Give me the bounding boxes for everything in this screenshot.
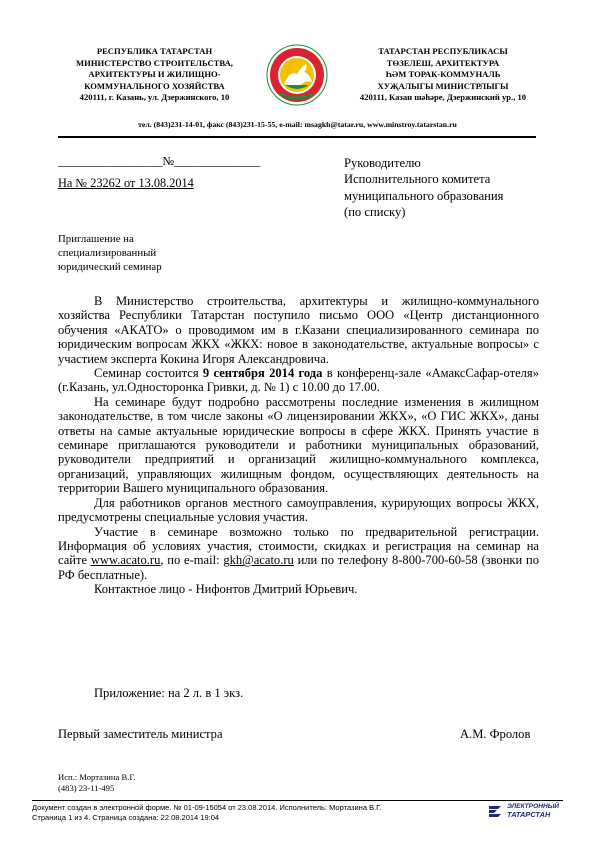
website-link[interactable]: www.acato.ru (90, 553, 161, 568)
etat-logo-icon (488, 803, 506, 819)
header-address: 420111, г. Казань, ул. Дзержинского, 10 (79, 92, 230, 103)
text: или по телефону 8-800-700-60-58 (звонки по РФ бесплатные). (58, 553, 539, 582)
header-line: ҺӘМ ТОРАК-КОММУНАЛЬ (385, 69, 501, 80)
paragraph: В Министерство строительства, архитектуры и жилищно-коммунального хозяйства Республики Татарстан поступило письмо ООО «Центр дистанционного обучения «АКАТО» о проводимом им в г.Казани специализированного семинара по юридическим вопросам ЖКХ «ЖКХ: новое в законодательстве, актуальные вопросы» с участием эксперта Кокина Игоря Александровича. (58, 294, 539, 366)
incoming-reference: На № 23262 от 13.08.2014 (58, 176, 194, 190)
coat-of-arms-icon (266, 44, 328, 108)
paragraph: Контактное лицо - Нифонтов Дмитрий Юрьевич. (94, 582, 358, 597)
ministry-name-ru (52, 46, 257, 104)
signatory-name: А.М. Фролов (460, 727, 531, 741)
paragraph: Для работников органов местного самоуправления, курирующих вопросы ЖКХ, предусмотрены специальные условия участия. (58, 495, 539, 525)
subject-block (58, 232, 162, 274)
header-line: АРХИТЕКТУРЫ И ЖИЛИЩНО- (88, 69, 221, 80)
addressee-line: (по списку) (344, 204, 406, 219)
footer-line: Страница 1 из 4. Страница создана: 22.08.2014 19:04 (32, 813, 220, 823)
header-line: ТАТАРСТАН РЕСПУБЛИКАСЫ (378, 46, 508, 56)
header-divider (58, 136, 536, 138)
text: в конференц-зале «АмаксСафар-отеля» (г.Казань, ул.Односторонка Гривки, д. № 1) с 10.00 до 17.00. (58, 366, 539, 395)
addressee-block (344, 155, 503, 220)
footer-info (32, 803, 381, 823)
addressee-line: Исполнительного комитета (344, 172, 491, 187)
text: , по e-mail: (160, 553, 224, 568)
subject-line: юридический семинар (58, 261, 162, 273)
text: Участие в семинаре возможно только по предварительной регистрации. Информация об условиях участия, стоимости, скидках и регистрация на семинар на сайте (58, 524, 539, 568)
paragraph (58, 525, 539, 583)
header-line: РЕСПУБЛИКА ТАТАРСТАН (96, 46, 213, 56)
footer-line: Документ создан в электронной форме. № 01-09-15054 от 23.08.2014. Исполнитель: Мортазина В.Г. (32, 803, 382, 812)
ministry-name-tt (337, 46, 549, 104)
electronic-tatarstan-logo (488, 803, 566, 819)
logo-text: ТАТАРСТАН (507, 810, 551, 819)
header-line: ТӨЗЕЛЕШ, АРХИТЕКТУРА (386, 57, 500, 68)
subject-line: Приглашение на (58, 233, 134, 245)
header-line: КОММУНАЛЬНОГО ХОЗЯЙСТВА (84, 80, 225, 91)
addressee-line: Руководителю (344, 156, 421, 170)
attachment-note: Приложение: на 2 л. в 1 экз. (94, 686, 244, 700)
logo-text: ЭЛЕКТРОННЫЙ (507, 803, 560, 810)
seminar-date: 9 сентября 2014 года (202, 366, 323, 381)
subject-line: специализированный (58, 247, 157, 259)
executor-block (58, 772, 135, 794)
signatory-title: Первый заместитель министра (58, 727, 223, 741)
header-line: ХУҖАЛЫГЫ МИНИСТРЛЫГЫ (377, 80, 509, 91)
outgoing-number-blank: _________________№______________ (58, 154, 261, 168)
letter-body (58, 294, 539, 597)
text: Семинар состоится (94, 366, 203, 381)
header-line: МИНИСТЕРСТВО СТРОИТЕЛЬСТВА, (76, 57, 233, 68)
addressee-line: муниципального образования (344, 188, 504, 203)
header-address: 420111, Казан шәһәре, Дзержинский ур., 10 (359, 92, 527, 103)
footer-divider (32, 800, 563, 801)
executor-phone: (483) 23-11-495 (58, 783, 115, 793)
contacts-line: тел. (843)231-14-01, факс (843)231-15-55, e-mail: msagkh@tatar.ru, www.minstroy.tatarstan.ru (138, 120, 457, 129)
paragraph: На семинаре будут подробно рассмотрены последние изменения в жилищном законодательстве, в том числе законы «О лицензировании ЖКХ», «О ГИС ЖКХ», даны ответы на самые актуальные юридические вопросы в сфере ЖКХ. Принять участие в семинаре приглашаются руководители и работники муниципальных образований, руководители предприятий и организаций жилищно-коммунального комплекса, организаций, управляющих жилищным фондом, осуществляющих деятельность на территории Вашего муниципального образования. (58, 394, 539, 496)
executor-name: Исп.: Мортазина В.Г. (58, 772, 136, 782)
paragraph (58, 366, 539, 395)
email-link[interactable]: gkh@acato.ru (223, 553, 294, 568)
